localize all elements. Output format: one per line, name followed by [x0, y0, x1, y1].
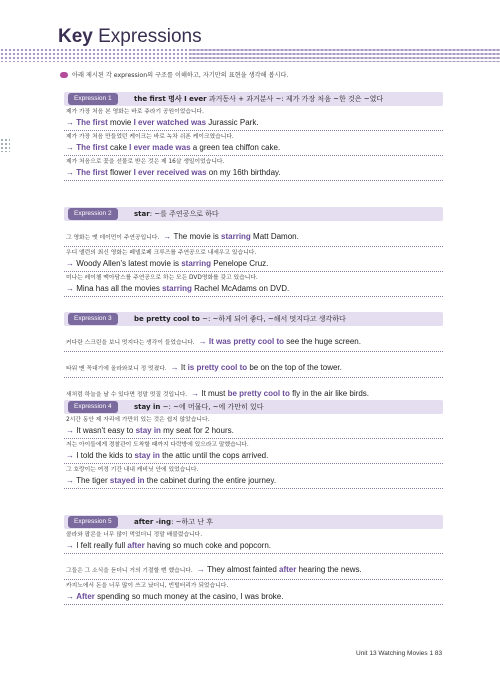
korean-sentence: 타워 맨 꼭대기에 올라와보니 정 멋졌다. — [66, 366, 167, 372]
english-sentence: → I told the kids to stay in the attic until the cops arrived. — [66, 451, 269, 460]
expression-header — [64, 400, 443, 414]
expression-badge: Expression 4 — [68, 401, 118, 413]
expression-badge: Expression 3 — [68, 313, 118, 325]
arrow-icon: → — [198, 337, 209, 346]
korean-sentence: 우디 앨런의 최신 영화는 페넬로페 크루즈를 주연공으로 내세우고 있습니다. — [66, 250, 257, 256]
arrow-icon: → — [66, 541, 77, 550]
korean-sentence: 제가 가장 처음 본 영화는 바로 쥬라기 공원이었습니다. — [66, 109, 204, 115]
expression-section-3 — [64, 312, 443, 404]
expression-header — [64, 207, 443, 221]
korean-sentence: 그들은 그 소식을 듣더니 거의 기절할 뻔 했습니다. — [66, 568, 193, 574]
arrow-icon: → — [66, 451, 77, 460]
english-sentence: → It is pretty cool to be on the top of the tower. — [170, 363, 342, 372]
english-sentence: → It was pretty cool to see the huge screen. — [198, 337, 361, 346]
korean-sentence: 저는 아이들에게 경찰관이 도착할 때까지 다락방에 있으라고 말했습니다. — [66, 442, 249, 448]
arrow-icon: → — [163, 232, 174, 241]
arrow-icon: → — [66, 259, 77, 268]
expression-title: the first 명사 I ever 과거동사 + 과거분사 ~: 제가 가장 처음 ~한 것은 ~였다 — [134, 95, 384, 103]
korean-sentence: 카지노에서 돈을 너무 많이 쓰고 났더니, 빈털터리가 되었습니다. — [66, 583, 229, 589]
korean-sentence: 그 호랑이는 여정 기간 내내 캐비닛 안에 있었습니다. — [66, 467, 199, 473]
arrow-icon: → — [66, 426, 77, 435]
example-entry — [64, 156, 443, 181]
example-entry — [64, 464, 443, 489]
example-entry — [64, 106, 443, 131]
expression-section-1 — [64, 92, 443, 181]
expression-badge: Expression 2 — [68, 208, 118, 220]
example-entry — [64, 272, 443, 297]
korean-sentence: 새처럼 하늘을 날 수 있다면 정말 멋질 것입니다. — [66, 392, 188, 398]
expression-title: be pretty cool to ~: ~하게 되어 좋다, ~해서 멋지다고 생각하다 — [134, 315, 346, 323]
example-entry — [64, 554, 443, 580]
expression-header — [64, 515, 443, 529]
english-sentence: → After spending so much money at the casino, I was broke. — [66, 592, 284, 601]
arrow-icon: → — [66, 168, 77, 177]
example-entry — [64, 352, 443, 378]
expression-header — [64, 92, 443, 106]
english-sentence: → The movie is starring Matt Damon. — [163, 232, 299, 241]
english-sentence: → I felt really full after having so much coke and popcorn. — [66, 541, 272, 550]
expression-section-4 — [64, 400, 443, 489]
example-entry — [64, 414, 443, 439]
english-sentence: → Woody Allen's latest movie is starring Penelope Cruz. — [66, 259, 269, 268]
page-footer: Unit 13 Watching Movies 1 83 — [356, 650, 443, 657]
arrow-icon: → — [66, 118, 77, 127]
arrow-icon: → — [66, 143, 77, 152]
expression-section-5 — [64, 515, 443, 605]
korean-sentence: 커다란 스크린을 보니 멋지다는 생각이 들었습니다. — [66, 340, 195, 346]
side-dots — [0, 138, 10, 152]
korean-sentence: 제가 가장 처음 만들었던 케이크는 바로 녹차 쉬폰 케이크였습니다. — [66, 134, 234, 140]
english-sentence: → The first movie I ever watched was Jurassic Park. — [66, 118, 259, 127]
english-sentence: → The first flower I ever received was on my 16th birthday. — [66, 168, 281, 177]
korean-sentence: 미나는 레이첼 맥아담스를 주연공으로 하는 모든 DVD영화를 갖고 있습니다. — [66, 275, 258, 281]
example-entry — [64, 580, 443, 605]
example-entry — [64, 439, 443, 464]
example-entry — [64, 326, 443, 352]
english-sentence: → The tiger stayed in the cabinet during the entire journey. — [66, 476, 277, 485]
intro-instruction: 아래 제시된 각 expression의 구조를 이해하고, 자기만의 표현을 생각해 봅시다. — [60, 70, 288, 79]
expression-title: after -ing: ~하고 난 후 — [134, 518, 214, 526]
english-sentence: → It wasn't easy to stay in my seat for 2 hours. — [66, 426, 234, 435]
expression-badge: Expression 5 — [68, 516, 118, 528]
bullet-icon — [60, 72, 68, 78]
korean-sentence: 제가 처음으로 꽃을 선물로 받은 것은 제 16살 생일이었습니다. — [66, 159, 225, 165]
example-entry — [64, 131, 443, 156]
arrow-icon: → — [170, 363, 181, 372]
english-sentence: → It must be pretty cool to fly in the air like birds. — [191, 389, 369, 398]
expression-section-2 — [64, 207, 443, 297]
korean-sentence: 2시간 동안 제 자리에 가만히 있는 것은 쉽지 않았습니다. — [66, 417, 210, 423]
dotted-band-light — [190, 48, 500, 62]
arrow-icon: → — [191, 389, 202, 398]
expression-header — [64, 312, 443, 326]
korean-sentence: 그 영화는 맷 데이먼이 주연공입니다. — [66, 235, 160, 241]
example-entry — [64, 529, 443, 554]
arrow-icon: → — [66, 476, 77, 485]
english-sentence: → The first cake I ever made was a green tea chiffon cake. — [66, 143, 281, 152]
english-sentence: → Mina has all the movies starring Rachel McAdams on DVD. — [66, 284, 290, 293]
page-header — [0, 18, 500, 58]
page-title: Key Expressions — [58, 26, 202, 47]
expression-title: stay in ~: ~에 머물다, ~에 가만히 있다 — [134, 403, 264, 411]
arrow-icon: → — [66, 592, 77, 601]
example-entry — [64, 221, 443, 247]
arrow-icon: → — [196, 565, 207, 574]
english-sentence: → They almost fainted after hearing the news. — [196, 565, 362, 574]
arrow-icon: → — [66, 284, 77, 293]
korean-sentence: 콜라와 팝콘을 너무 많이 먹었더니 정말 배불렀습니다. — [66, 532, 203, 538]
expression-badge: Expression 1 — [68, 93, 118, 105]
example-entry — [64, 247, 443, 272]
expression-title: star: ~를 주연공으로 하다 — [134, 210, 219, 218]
